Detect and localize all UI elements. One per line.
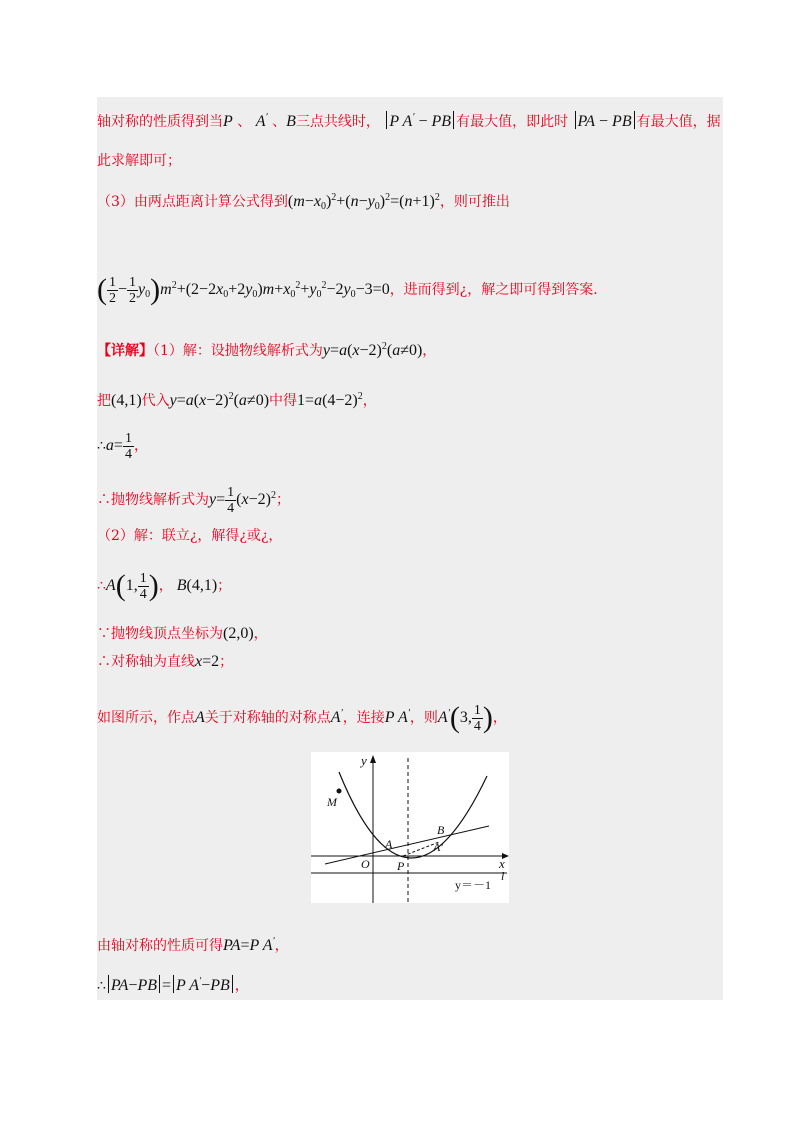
text-line-8: ∴抛物线解析式为y= $\frac{1}{4}$ $(x-2)^2$； [97,484,290,516]
text-line-6: 把(4,1)代入$y=a(x-2)^2(a\ne 0)$中得$1=a(4-2)^2$， [97,391,377,409]
y-axis-label: y [361,753,367,768]
text-line-11: ∵抛物线顶点坐标为(2,0)， [97,625,268,642]
label-m: M [327,795,337,809]
text-line-9: （2）解：联立¿，解得¿或¿， [97,528,283,544]
label-o: O [361,857,370,871]
text-line-1: 轴对称的性质得到当P 、 A′ 、B三点共线时， P A′ − PB 有最大值，即此时 PA − PB 有最大值，据 [97,112,721,130]
text-line-7: ∴a= $\frac{1}{4}$ ， [97,430,148,462]
text-line-3: （3）由两点距离计算公式得到$(m-x_0)^2+(n-y_0)^2=(n+1)^2$，则可推出 [97,192,510,212]
parabola-curve [339,772,487,858]
text-line-4: ( $\frac{1}{2}$ − $\frac{1}{2}$ $y_0)m^2+(2-2x_0+2y_0)m+x_0^2+y_0^2-2y_0-3=0$，进而得到¿，解之即可得到答案. [97,273,598,306]
label-p: P [397,859,405,873]
y-axis-arrow [370,755,376,763]
label-a: A [385,837,393,851]
label-a-prime: A′ [433,840,443,854]
text-line-14: 由轴对称的性质可得PA=P A′， [97,936,289,954]
parabola-diagram [311,752,509,903]
text-line-12: ∴对称轴为直线x=2； [97,653,234,670]
text-line-10: ∴A(1, $\frac{1}{4}$ )， B(4,1)； [97,569,232,602]
text-line-5: 【详解】（1）解：设抛物线解析式为$y=a(x-2)^2(a\ne 0)$， [97,341,437,359]
label-l: l [501,869,505,883]
text-line-13: 如图所示，作点A关于对称轴的对称点A′，连接P A′，则A′(3, $\frac{1}{4}$ )， [97,701,507,734]
text-line-2: 此求解即可； [97,153,181,169]
x-axis-label: x [499,856,505,871]
point-m [337,789,342,794]
parabola-figure [311,752,509,903]
text-line-15: ∴ PA−PB = P A′−PB ， [97,976,249,994]
label-b: B [437,823,445,837]
label-line-eq: y＝－1 [455,878,492,892]
